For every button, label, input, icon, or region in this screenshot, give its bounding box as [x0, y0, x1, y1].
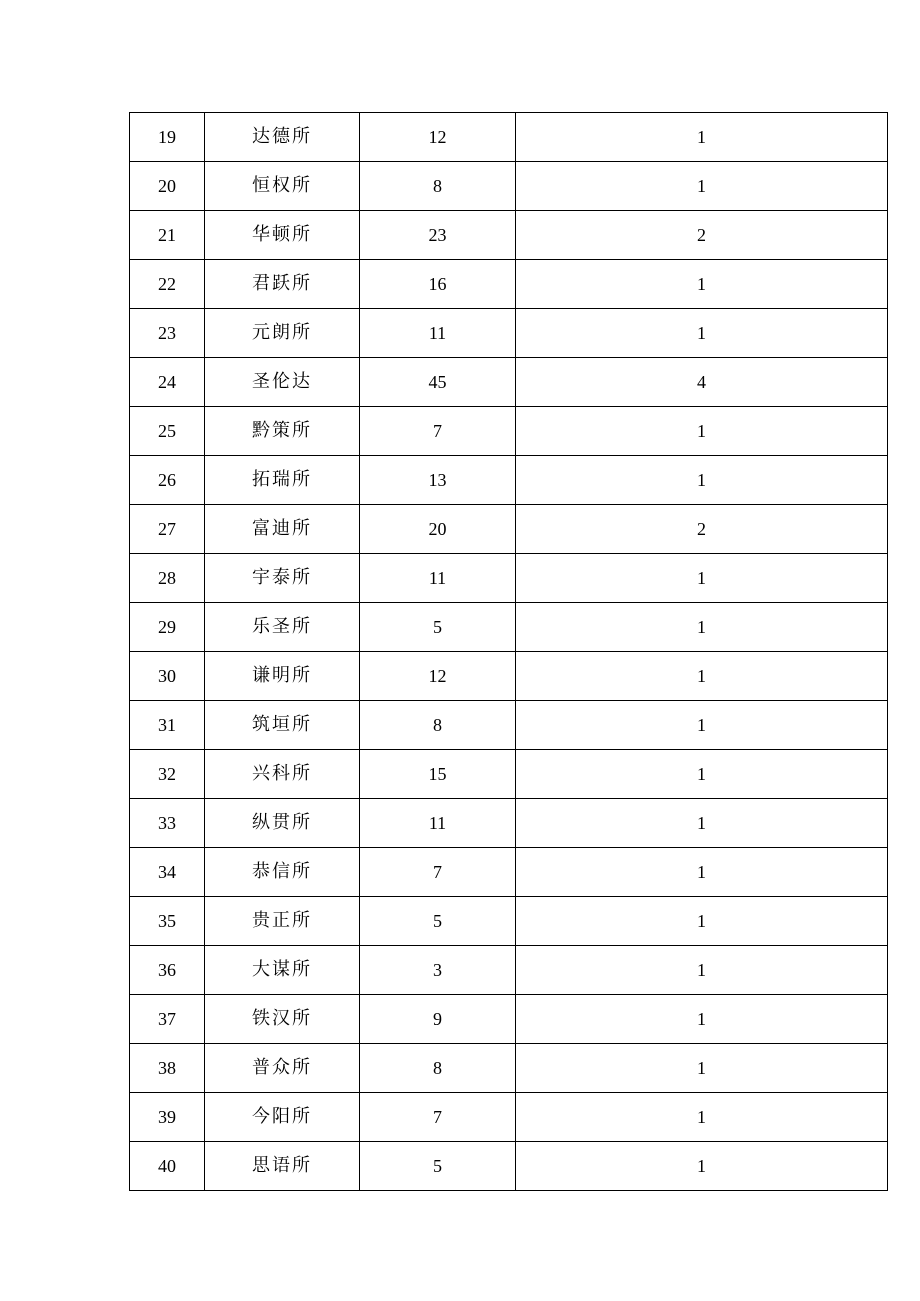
count-cell: 11 [360, 554, 516, 603]
firm-name-cell: 谦明所 [205, 652, 360, 701]
firm-name-cell: 圣伦达 [205, 358, 360, 407]
row-number-cell: 21 [130, 211, 205, 260]
row-number-cell: 32 [130, 750, 205, 799]
row-number-cell: 34 [130, 848, 205, 897]
table-row [130, 1142, 888, 1191]
law-firm-table [129, 112, 888, 1191]
table-row [130, 848, 888, 897]
quota-cell: 1 [516, 995, 888, 1044]
quota-cell: 1 [516, 260, 888, 309]
count-cell: 23 [360, 211, 516, 260]
row-number-cell: 31 [130, 701, 205, 750]
count-cell: 15 [360, 750, 516, 799]
count-cell: 11 [360, 309, 516, 358]
quota-cell: 1 [516, 456, 888, 505]
table-row [130, 995, 888, 1044]
count-cell: 11 [360, 799, 516, 848]
count-cell: 12 [360, 652, 516, 701]
firm-name-cell: 恭信所 [205, 848, 360, 897]
table-row [130, 358, 888, 407]
firm-name-cell: 君跃所 [205, 260, 360, 309]
table-row [130, 897, 888, 946]
row-number-cell: 40 [130, 1142, 205, 1191]
firm-name-cell: 思语所 [205, 1142, 360, 1191]
quota-cell: 1 [516, 652, 888, 701]
count-cell: 16 [360, 260, 516, 309]
table-row [130, 946, 888, 995]
table-row [130, 260, 888, 309]
table-row [130, 603, 888, 652]
quota-cell: 1 [516, 946, 888, 995]
firm-name-cell: 拓瑞所 [205, 456, 360, 505]
firm-name-cell: 恒权所 [205, 162, 360, 211]
count-cell: 8 [360, 162, 516, 211]
firm-name-cell: 筑垣所 [205, 701, 360, 750]
firm-name-cell: 兴科所 [205, 750, 360, 799]
table-row [130, 211, 888, 260]
count-cell: 8 [360, 701, 516, 750]
firm-name-cell: 纵贯所 [205, 799, 360, 848]
table-row [130, 652, 888, 701]
firm-name-cell: 华顿所 [205, 211, 360, 260]
count-cell: 12 [360, 113, 516, 162]
quota-cell: 1 [516, 113, 888, 162]
row-number-cell: 28 [130, 554, 205, 603]
count-cell: 20 [360, 505, 516, 554]
quota-cell: 1 [516, 603, 888, 652]
firm-name-cell: 贵正所 [205, 897, 360, 946]
quota-cell: 2 [516, 211, 888, 260]
row-number-cell: 39 [130, 1093, 205, 1142]
firm-name-cell: 黔策所 [205, 407, 360, 456]
table-row [130, 554, 888, 603]
count-cell: 7 [360, 848, 516, 897]
quota-cell: 2 [516, 505, 888, 554]
count-cell: 8 [360, 1044, 516, 1093]
firm-name-cell: 富迪所 [205, 505, 360, 554]
table-body [130, 113, 888, 1191]
table-row [130, 113, 888, 162]
row-number-cell: 24 [130, 358, 205, 407]
table-row [130, 750, 888, 799]
count-cell: 7 [360, 407, 516, 456]
row-number-cell: 20 [130, 162, 205, 211]
firm-name-cell: 达德所 [205, 113, 360, 162]
count-cell: 13 [360, 456, 516, 505]
quota-cell: 1 [516, 407, 888, 456]
count-cell: 5 [360, 1142, 516, 1191]
row-number-cell: 25 [130, 407, 205, 456]
row-number-cell: 38 [130, 1044, 205, 1093]
table-row [130, 407, 888, 456]
table-row [130, 505, 888, 554]
quota-cell: 1 [516, 162, 888, 211]
quota-cell: 1 [516, 897, 888, 946]
firm-name-cell: 宇泰所 [205, 554, 360, 603]
table-row [130, 1093, 888, 1142]
count-cell: 5 [360, 897, 516, 946]
row-number-cell: 35 [130, 897, 205, 946]
firm-name-cell: 乐圣所 [205, 603, 360, 652]
row-number-cell: 27 [130, 505, 205, 554]
row-number-cell: 37 [130, 995, 205, 1044]
table-row [130, 1044, 888, 1093]
row-number-cell: 22 [130, 260, 205, 309]
firm-name-cell: 大谋所 [205, 946, 360, 995]
table-row [130, 162, 888, 211]
count-cell: 5 [360, 603, 516, 652]
quota-cell: 1 [516, 1093, 888, 1142]
firm-name-cell: 今阳所 [205, 1093, 360, 1142]
row-number-cell: 29 [130, 603, 205, 652]
firm-name-cell: 普众所 [205, 1044, 360, 1093]
row-number-cell: 26 [130, 456, 205, 505]
quota-cell: 1 [516, 309, 888, 358]
table-row [130, 701, 888, 750]
quota-cell: 1 [516, 701, 888, 750]
quota-cell: 1 [516, 799, 888, 848]
count-cell: 7 [360, 1093, 516, 1142]
firm-name-cell: 铁汉所 [205, 995, 360, 1044]
firm-name-cell: 元朗所 [205, 309, 360, 358]
count-cell: 9 [360, 995, 516, 1044]
row-number-cell: 23 [130, 309, 205, 358]
count-cell: 3 [360, 946, 516, 995]
quota-cell: 1 [516, 554, 888, 603]
row-number-cell: 19 [130, 113, 205, 162]
quota-cell: 1 [516, 848, 888, 897]
table-row [130, 799, 888, 848]
table-row [130, 456, 888, 505]
row-number-cell: 36 [130, 946, 205, 995]
count-cell: 45 [360, 358, 516, 407]
table-row [130, 309, 888, 358]
quota-cell: 1 [516, 750, 888, 799]
quota-cell: 1 [516, 1142, 888, 1191]
quota-cell: 1 [516, 1044, 888, 1093]
row-number-cell: 30 [130, 652, 205, 701]
row-number-cell: 33 [130, 799, 205, 848]
quota-cell: 4 [516, 358, 888, 407]
